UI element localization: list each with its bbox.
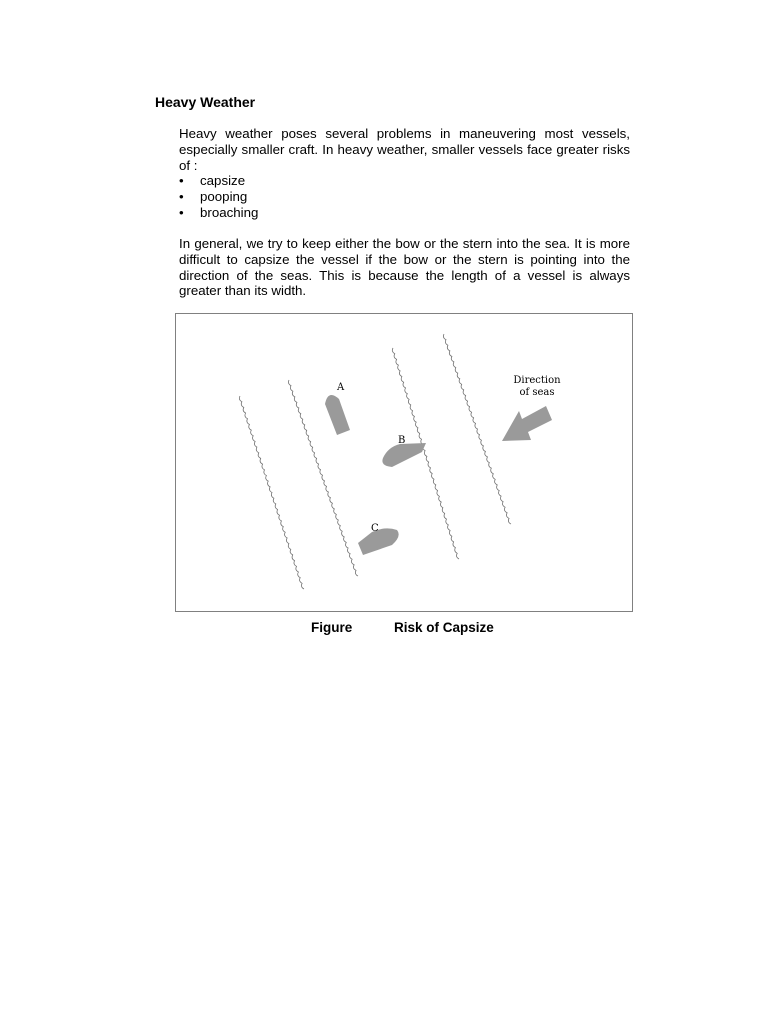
intro-paragraph: Heavy weather poses several problems in maneuvering most vessels, especially smaller craft. In heavy weather, smaller vessels face greater risks of : xyxy=(179,126,630,173)
vessel-b-label: B xyxy=(398,435,406,446)
direction-label xyxy=(513,375,561,399)
direction-label-line-2: of seas xyxy=(519,387,555,398)
section-title: Heavy Weather xyxy=(155,94,256,110)
list-item-text: pooping xyxy=(200,188,248,204)
figure-caption-title: Risk of Capsize xyxy=(394,620,494,635)
wave-line xyxy=(288,380,358,576)
list-item-text: capsize xyxy=(200,173,246,188)
body-paragraph: In general, we try to keep either the bow or the stern into the sea. It is more difficult to capsize the vessel if the bow or the stern is pointing into the direction of the seas. This is because the length of a vessel is always greater than its width. xyxy=(179,236,630,299)
risk-list xyxy=(179,173,258,220)
figure-drawing xyxy=(176,314,634,613)
list-item xyxy=(179,173,258,189)
vessel-b-icon xyxy=(382,443,426,467)
wave-line xyxy=(239,396,304,589)
wave-line xyxy=(443,334,511,524)
figure-caption-prefix: Figure xyxy=(311,620,353,635)
list-item xyxy=(179,189,258,205)
bullet-icon: • xyxy=(179,188,184,204)
vessel-a-label: A xyxy=(337,382,345,393)
list-item xyxy=(179,205,258,221)
bullet-icon: • xyxy=(179,173,184,188)
vessel-a-icon xyxy=(325,395,350,435)
list-item-text: broaching xyxy=(200,204,259,220)
vessel-c-label: C xyxy=(371,523,379,534)
capsize-figure xyxy=(175,313,633,612)
direction-arrow-icon xyxy=(502,406,552,441)
bullet-icon: • xyxy=(179,204,184,220)
direction-label-line-1: Direction xyxy=(513,375,561,386)
